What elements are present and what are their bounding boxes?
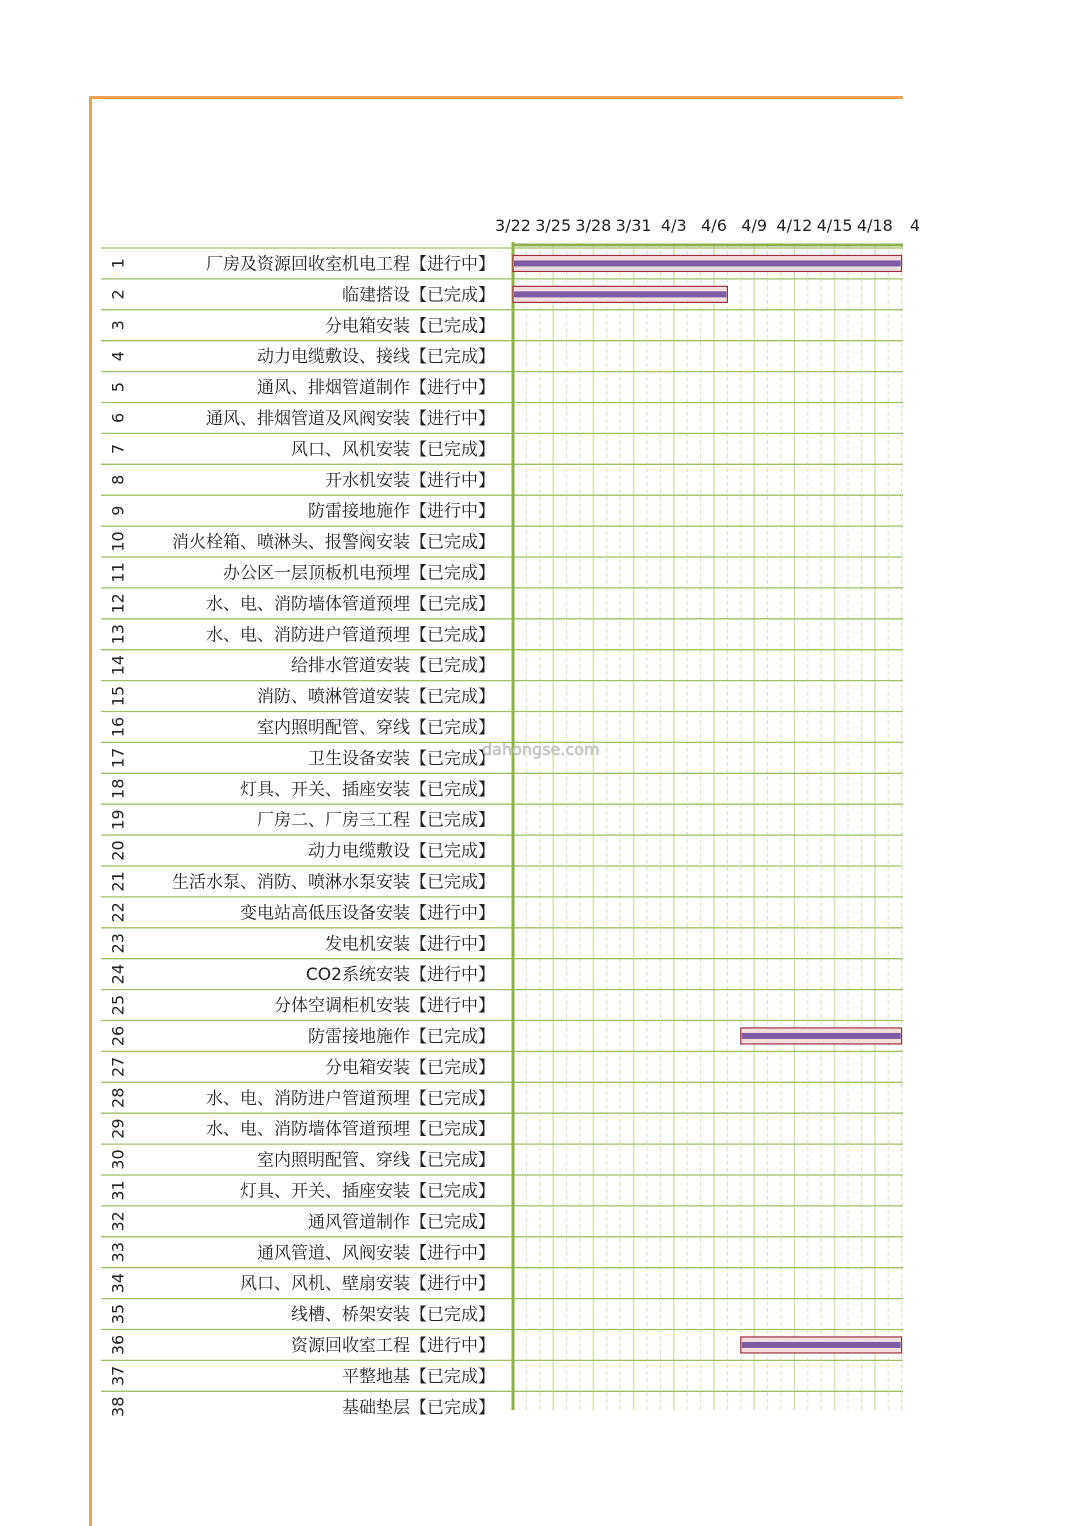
task-bar (514, 260, 901, 266)
task-label: 卫生设备安装【已完成】 (308, 748, 495, 769)
x-tick-label: 3/31 (615, 216, 652, 235)
task-label: 办公区一层顶板机电预埋【已完成】 (223, 563, 495, 584)
task-label: 防雷接地施作【进行中】 (308, 501, 495, 522)
row-number: 34 (108, 1272, 128, 1294)
task-label: 通风、排烟管道制作【进行中】 (257, 378, 495, 399)
row-number: 13 (108, 624, 128, 645)
task-label: 消防、喷淋管道安装【已完成】 (257, 687, 495, 708)
task-label: 灯具、开关、插座安装【已完成】 (240, 779, 495, 800)
task-label: 风口、风机安装【已完成】 (291, 439, 495, 460)
task-labels (172, 254, 495, 1417)
vertical-grid (513, 244, 902, 1410)
task-label: 平整地基【已完成】 (342, 1366, 495, 1387)
row-number: 30 (108, 1149, 128, 1170)
row-number: 20 (108, 840, 128, 861)
x-tick-label: 4/12 (776, 216, 813, 235)
row-number: 37 (108, 1365, 128, 1387)
row-number: 29 (108, 1118, 128, 1139)
x-tick-label: 4 (909, 216, 921, 235)
task-label: 分电箱安装【已完成】 (325, 316, 495, 337)
row-number: 25 (108, 994, 128, 1016)
x-tick-label: 4/3 (660, 216, 687, 235)
task-label: 通风管道、风阀安装【进行中】 (257, 1243, 495, 1264)
row-number: 36 (108, 1334, 128, 1356)
row-number: 19 (108, 809, 128, 830)
row-number: 33 (108, 1242, 128, 1263)
task-label: 变电站高低压设备安装【进行中】 (240, 903, 495, 924)
x-tick-label: 3/22 (495, 216, 531, 235)
task-label: 室内照明配管、穿线【已完成】 (257, 717, 495, 738)
task-label: 防雷接地施作【已完成】 (308, 1026, 495, 1047)
row-number: 28 (108, 1087, 128, 1108)
row-number: 14 (108, 654, 128, 676)
x-tick-label: 4/6 (701, 216, 727, 235)
row-number: 16 (108, 716, 128, 738)
row-number: 27 (108, 1056, 128, 1078)
task-label: 资源回收室工程【进行中】 (291, 1335, 495, 1356)
task-label: 分电箱安装【已完成】 (325, 1057, 495, 1078)
row-number: 11 (108, 562, 128, 583)
row-number: 7 (108, 443, 128, 454)
row-number: 22 (108, 902, 128, 923)
x-tick-label: 4/15 (816, 216, 853, 235)
task-label: CO2系统安装【进行中】 (305, 965, 495, 986)
row-number: 4 (108, 351, 128, 362)
row-number: 8 (108, 474, 128, 485)
task-label: 开水机安装【进行中】 (325, 470, 495, 491)
task-bar (742, 1342, 901, 1348)
task-label: 分体空调柜机安装【进行中】 (274, 996, 495, 1017)
task-label: 水、电、消防进户管道预埋【已完成】 (206, 625, 495, 646)
task-label: 风口、风机、壁扇安装【进行中】 (240, 1274, 495, 1295)
task-label: 线槽、桥架安装【已完成】 (291, 1305, 495, 1326)
row-number: 2 (108, 289, 128, 300)
task-label: 室内照明配管、穿线【已完成】 (257, 1150, 495, 1171)
task-label: 临建搭设【已完成】 (342, 285, 495, 306)
row-number: 9 (108, 505, 128, 516)
task-bar (742, 1033, 901, 1039)
row-number: 24 (108, 963, 128, 985)
row-number: 10 (108, 531, 128, 552)
task-bar (514, 291, 726, 297)
task-label: 消火栓箱、喷淋头、报警阀安装【已完成】 (172, 532, 495, 553)
row-number: 15 (108, 685, 128, 707)
row-number: 17 (108, 747, 128, 769)
task-label: 灯具、开关、插座安装【已完成】 (240, 1181, 495, 1202)
task-label: 通风、排烟管道及风阀安装【进行中】 (206, 408, 495, 429)
row-number: 5 (108, 381, 128, 393)
x-tick-label: 3/25 (535, 216, 572, 235)
task-label: 厂房二、厂房三工程【已完成】 (257, 810, 495, 831)
row-number: 32 (108, 1211, 128, 1232)
task-label: 给排水管道安装【已完成】 (291, 656, 495, 677)
x-tick-label: 4/18 (856, 216, 893, 235)
task-label: 基础垫层【已完成】 (342, 1397, 495, 1418)
task-label: 发电机安装【进行中】 (325, 934, 495, 955)
row-number: 1 (108, 258, 128, 269)
row-number: 38 (108, 1396, 128, 1417)
row-number: 12 (108, 593, 128, 614)
row-number: 18 (108, 778, 128, 799)
task-label: 生活水泵、消防、喷淋水泵安装【已完成】 (172, 872, 495, 893)
task-label: 水、电、消防进户管道预埋【已完成】 (206, 1088, 495, 1109)
task-label: 动力电缆敷设、接线【已完成】 (257, 347, 495, 368)
watermark: dahongse.com (482, 740, 600, 759)
row-number: 35 (108, 1303, 128, 1325)
axis-lines (513, 242, 903, 1410)
x-tick-label: 3/28 (575, 216, 612, 235)
row-numbers (109, 258, 128, 1417)
task-label: 水、电、消防墙体管道预埋【已完成】 (206, 1119, 495, 1140)
x-tick-label: 4/9 (741, 216, 768, 235)
row-number: 23 (108, 933, 128, 954)
row-number: 26 (108, 1025, 128, 1047)
row-number: 31 (108, 1180, 128, 1201)
row-number: 6 (108, 412, 128, 424)
task-label: 水、电、消防墙体管道预埋【已完成】 (206, 594, 495, 615)
row-number: 21 (108, 871, 128, 892)
task-label: 厂房及资源回收室机电工程【进行中】 (206, 254, 495, 275)
task-label: 通风管道制作【已完成】 (308, 1212, 495, 1233)
x-tick-labels (495, 216, 920, 235)
row-number: 3 (108, 320, 128, 331)
task-label: 动力电缆敷设【已完成】 (308, 841, 495, 862)
